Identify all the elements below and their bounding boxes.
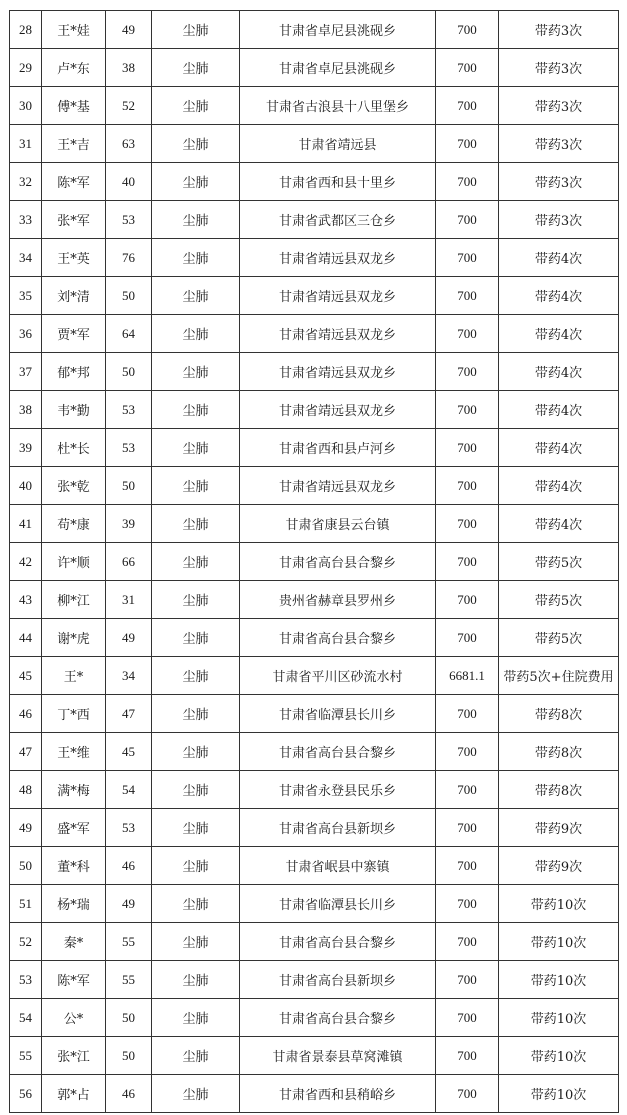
address-cell: 甘肃省古浪县十八里堡乡 — [240, 87, 436, 125]
age-cell: 50 — [106, 999, 152, 1037]
age-cell: 49 — [106, 11, 152, 49]
address-cell: 甘肃省高台县合黎乡 — [240, 619, 436, 657]
row-number-cell: 56 — [10, 1075, 42, 1113]
address-cell: 甘肃省卓尼县洮砚乡 — [240, 11, 436, 49]
row-number-cell: 45 — [10, 657, 42, 695]
disease-cell: 尘肺 — [152, 733, 240, 771]
amount-cell: 700 — [436, 923, 499, 961]
note-cell: 带药5次 — [499, 543, 619, 581]
table-row — [10, 1075, 619, 1113]
amount-cell: 700 — [436, 125, 499, 163]
amount-cell: 700 — [436, 619, 499, 657]
table-row — [10, 87, 619, 125]
disease-cell: 尘肺 — [152, 125, 240, 163]
note-cell: 带药3次 — [499, 125, 619, 163]
disease-cell: 尘肺 — [152, 695, 240, 733]
disease-cell: 尘肺 — [152, 999, 240, 1037]
age-cell: 50 — [106, 353, 152, 391]
amount-cell: 700 — [436, 543, 499, 581]
address-cell: 甘肃省高台县合黎乡 — [240, 999, 436, 1037]
amount-cell: 700 — [436, 885, 499, 923]
patient-name-cell: 郁*邦 — [42, 353, 106, 391]
note-cell: 带药4次 — [499, 353, 619, 391]
address-cell: 甘肃省靖远县双龙乡 — [240, 353, 436, 391]
table-row — [10, 239, 619, 277]
amount-cell: 700 — [436, 695, 499, 733]
amount-cell: 700 — [436, 277, 499, 315]
disease-cell: 尘肺 — [152, 619, 240, 657]
row-number-cell: 55 — [10, 1037, 42, 1075]
disease-cell: 尘肺 — [152, 163, 240, 201]
row-number-cell: 43 — [10, 581, 42, 619]
disease-cell: 尘肺 — [152, 429, 240, 467]
age-cell: 50 — [106, 277, 152, 315]
address-cell: 甘肃省岷县中寨镇 — [240, 847, 436, 885]
address-cell: 甘肃省高台县合黎乡 — [240, 733, 436, 771]
age-cell: 53 — [106, 391, 152, 429]
table-row — [10, 961, 619, 999]
table-row — [10, 809, 619, 847]
address-cell: 甘肃省西和县十里乡 — [240, 163, 436, 201]
address-cell: 甘肃省临潭县长川乡 — [240, 695, 436, 733]
age-cell: 53 — [106, 429, 152, 467]
age-cell: 63 — [106, 125, 152, 163]
note-cell: 带药4次 — [499, 429, 619, 467]
row-number-cell: 30 — [10, 87, 42, 125]
address-cell: 甘肃省平川区砂流水村 — [240, 657, 436, 695]
age-cell: 49 — [106, 885, 152, 923]
patient-name-cell: 柳*江 — [42, 581, 106, 619]
amount-cell: 700 — [436, 1075, 499, 1113]
disease-cell: 尘肺 — [152, 467, 240, 505]
row-number-cell: 38 — [10, 391, 42, 429]
table-row — [10, 163, 619, 201]
amount-cell: 700 — [436, 581, 499, 619]
disease-cell: 尘肺 — [152, 87, 240, 125]
age-cell: 54 — [106, 771, 152, 809]
row-number-cell: 54 — [10, 999, 42, 1037]
disease-cell: 尘肺 — [152, 657, 240, 695]
address-cell: 甘肃省高台县新坝乡 — [240, 809, 436, 847]
table-row — [10, 999, 619, 1037]
note-cell: 带药4次 — [499, 277, 619, 315]
table-row — [10, 353, 619, 391]
row-number-cell: 29 — [10, 49, 42, 87]
patient-name-cell: 丁*西 — [42, 695, 106, 733]
row-number-cell: 34 — [10, 239, 42, 277]
address-cell: 甘肃省景泰县草窝滩镇 — [240, 1037, 436, 1075]
disease-cell: 尘肺 — [152, 961, 240, 999]
row-number-cell: 46 — [10, 695, 42, 733]
table-row — [10, 543, 619, 581]
amount-cell: 700 — [436, 429, 499, 467]
address-cell: 甘肃省靖远县双龙乡 — [240, 315, 436, 353]
table-row — [10, 49, 619, 87]
amount-cell: 700 — [436, 201, 499, 239]
age-cell: 38 — [106, 49, 152, 87]
patient-name-cell: 公* — [42, 999, 106, 1037]
age-cell: 55 — [106, 961, 152, 999]
disease-cell: 尘肺 — [152, 809, 240, 847]
patient-name-cell: 张*乾 — [42, 467, 106, 505]
row-number-cell: 47 — [10, 733, 42, 771]
note-cell: 带药10次 — [499, 923, 619, 961]
patient-name-cell: 张*江 — [42, 1037, 106, 1075]
table-body — [10, 11, 619, 1113]
age-cell: 39 — [106, 505, 152, 543]
age-cell: 53 — [106, 201, 152, 239]
age-cell: 53 — [106, 809, 152, 847]
row-number-cell: 37 — [10, 353, 42, 391]
row-number-cell: 33 — [10, 201, 42, 239]
patient-name-cell: 杨*瑞 — [42, 885, 106, 923]
table-row — [10, 771, 619, 809]
amount-cell: 700 — [436, 961, 499, 999]
row-number-cell: 31 — [10, 125, 42, 163]
age-cell: 52 — [106, 87, 152, 125]
patient-name-cell: 王*维 — [42, 733, 106, 771]
patient-name-cell: 苟*康 — [42, 505, 106, 543]
table-row — [10, 467, 619, 505]
address-cell: 甘肃省靖远县双龙乡 — [240, 277, 436, 315]
table-row — [10, 885, 619, 923]
note-cell: 带药4次 — [499, 391, 619, 429]
disease-cell: 尘肺 — [152, 1075, 240, 1113]
address-cell: 甘肃省康县云台镇 — [240, 505, 436, 543]
table-row — [10, 695, 619, 733]
patient-name-cell: 傅*基 — [42, 87, 106, 125]
note-cell: 带药4次 — [499, 467, 619, 505]
note-cell: 带药9次 — [499, 847, 619, 885]
address-cell: 甘肃省临潭县长川乡 — [240, 885, 436, 923]
address-cell: 甘肃省靖远县双龙乡 — [240, 391, 436, 429]
note-cell: 带药8次 — [499, 771, 619, 809]
table-row — [10, 657, 619, 695]
table-row — [10, 847, 619, 885]
note-cell: 带药4次 — [499, 505, 619, 543]
age-cell: 64 — [106, 315, 152, 353]
note-cell: 带药8次 — [499, 695, 619, 733]
note-cell: 带药5次 — [499, 581, 619, 619]
amount-cell: 700 — [436, 505, 499, 543]
address-cell: 甘肃省武都区三仓乡 — [240, 201, 436, 239]
table-row — [10, 391, 619, 429]
note-cell: 带药10次 — [499, 1075, 619, 1113]
table-row — [10, 923, 619, 961]
disease-cell: 尘肺 — [152, 923, 240, 961]
row-number-cell: 50 — [10, 847, 42, 885]
table-row — [10, 1037, 619, 1075]
patient-name-cell: 韦*勤 — [42, 391, 106, 429]
patient-table — [9, 10, 619, 1113]
address-cell: 甘肃省高台县合黎乡 — [240, 923, 436, 961]
note-cell: 带药3次 — [499, 49, 619, 87]
table-row — [10, 429, 619, 467]
note-cell: 带药3次 — [499, 163, 619, 201]
patient-name-cell: 董*科 — [42, 847, 106, 885]
patient-name-cell: 刘*清 — [42, 277, 106, 315]
note-cell: 带药10次 — [499, 961, 619, 999]
note-cell: 带药10次 — [499, 999, 619, 1037]
note-cell: 带药9次 — [499, 809, 619, 847]
row-number-cell: 48 — [10, 771, 42, 809]
disease-cell: 尘肺 — [152, 885, 240, 923]
disease-cell: 尘肺 — [152, 315, 240, 353]
table-row — [10, 125, 619, 163]
table-row — [10, 581, 619, 619]
disease-cell: 尘肺 — [152, 1037, 240, 1075]
note-cell: 带药10次 — [499, 1037, 619, 1075]
amount-cell: 700 — [436, 467, 499, 505]
age-cell: 50 — [106, 1037, 152, 1075]
address-cell: 甘肃省西和县卢河乡 — [240, 429, 436, 467]
address-cell: 贵州省赫章县罗州乡 — [240, 581, 436, 619]
patient-name-cell: 陈*军 — [42, 163, 106, 201]
amount-cell: 6681.1 — [436, 657, 499, 695]
patient-name-cell: 王*娃 — [42, 11, 106, 49]
amount-cell: 700 — [436, 49, 499, 87]
disease-cell: 尘肺 — [152, 771, 240, 809]
note-cell: 带药3次 — [499, 201, 619, 239]
amount-cell: 700 — [436, 353, 499, 391]
address-cell: 甘肃省靖远县双龙乡 — [240, 239, 436, 277]
age-cell: 46 — [106, 847, 152, 885]
amount-cell: 700 — [436, 771, 499, 809]
amount-cell: 700 — [436, 163, 499, 201]
row-number-cell: 41 — [10, 505, 42, 543]
patient-name-cell: 谢*虎 — [42, 619, 106, 657]
note-cell: 带药3次 — [499, 11, 619, 49]
disease-cell: 尘肺 — [152, 505, 240, 543]
note-cell: 带药4次 — [499, 239, 619, 277]
disease-cell: 尘肺 — [152, 239, 240, 277]
age-cell: 49 — [106, 619, 152, 657]
patient-name-cell: 盛*军 — [42, 809, 106, 847]
row-number-cell: 52 — [10, 923, 42, 961]
note-cell: 带药10次 — [499, 885, 619, 923]
table-row — [10, 11, 619, 49]
disease-cell: 尘肺 — [152, 353, 240, 391]
disease-cell: 尘肺 — [152, 49, 240, 87]
note-cell: 带药5次+住院费用 — [499, 657, 619, 695]
address-cell: 甘肃省卓尼县洮砚乡 — [240, 49, 436, 87]
note-cell: 带药5次 — [499, 619, 619, 657]
address-cell: 甘肃省永登县民乐乡 — [240, 771, 436, 809]
disease-cell: 尘肺 — [152, 277, 240, 315]
row-number-cell: 42 — [10, 543, 42, 581]
age-cell: 45 — [106, 733, 152, 771]
age-cell: 40 — [106, 163, 152, 201]
row-number-cell: 28 — [10, 11, 42, 49]
age-cell: 47 — [106, 695, 152, 733]
patient-name-cell: 王*吉 — [42, 125, 106, 163]
address-cell: 甘肃省靖远县双龙乡 — [240, 467, 436, 505]
patient-name-cell: 卢*东 — [42, 49, 106, 87]
amount-cell: 700 — [436, 391, 499, 429]
disease-cell: 尘肺 — [152, 201, 240, 239]
row-number-cell: 35 — [10, 277, 42, 315]
row-number-cell: 53 — [10, 961, 42, 999]
address-cell: 甘肃省靖远县 — [240, 125, 436, 163]
table-row — [10, 505, 619, 543]
patient-name-cell: 贾*军 — [42, 315, 106, 353]
table-row — [10, 733, 619, 771]
table-row — [10, 201, 619, 239]
amount-cell: 700 — [436, 239, 499, 277]
address-cell: 甘肃省西和县稍峪乡 — [240, 1075, 436, 1113]
disease-cell: 尘肺 — [152, 581, 240, 619]
table-row — [10, 277, 619, 315]
disease-cell: 尘肺 — [152, 391, 240, 429]
table-row — [10, 619, 619, 657]
amount-cell: 700 — [436, 87, 499, 125]
age-cell: 55 — [106, 923, 152, 961]
patient-name-cell: 张*军 — [42, 201, 106, 239]
note-cell: 带药8次 — [499, 733, 619, 771]
age-cell: 31 — [106, 581, 152, 619]
patient-name-cell: 郭*占 — [42, 1075, 106, 1113]
age-cell: 34 — [106, 657, 152, 695]
disease-cell: 尘肺 — [152, 543, 240, 581]
patient-name-cell: 许*顺 — [42, 543, 106, 581]
address-cell: 甘肃省高台县合黎乡 — [240, 543, 436, 581]
row-number-cell: 36 — [10, 315, 42, 353]
patient-name-cell: 杜*长 — [42, 429, 106, 467]
patient-name-cell: 满*梅 — [42, 771, 106, 809]
patient-name-cell: 秦* — [42, 923, 106, 961]
row-number-cell: 39 — [10, 429, 42, 467]
amount-cell: 700 — [436, 11, 499, 49]
row-number-cell: 51 — [10, 885, 42, 923]
amount-cell: 700 — [436, 847, 499, 885]
age-cell: 50 — [106, 467, 152, 505]
patient-name-cell: 王*英 — [42, 239, 106, 277]
row-number-cell: 32 — [10, 163, 42, 201]
note-cell: 带药4次 — [499, 315, 619, 353]
amount-cell: 700 — [436, 1037, 499, 1075]
age-cell: 76 — [106, 239, 152, 277]
amount-cell: 700 — [436, 733, 499, 771]
disease-cell: 尘肺 — [152, 11, 240, 49]
amount-cell: 700 — [436, 315, 499, 353]
address-cell: 甘肃省高台县新坝乡 — [240, 961, 436, 999]
table-row — [10, 315, 619, 353]
age-cell: 66 — [106, 543, 152, 581]
row-number-cell: 44 — [10, 619, 42, 657]
age-cell: 46 — [106, 1075, 152, 1113]
patient-name-cell: 王* — [42, 657, 106, 695]
row-number-cell: 40 — [10, 467, 42, 505]
amount-cell: 700 — [436, 809, 499, 847]
row-number-cell: 49 — [10, 809, 42, 847]
amount-cell: 700 — [436, 999, 499, 1037]
note-cell: 带药3次 — [499, 87, 619, 125]
patient-name-cell: 陈*军 — [42, 961, 106, 999]
disease-cell: 尘肺 — [152, 847, 240, 885]
